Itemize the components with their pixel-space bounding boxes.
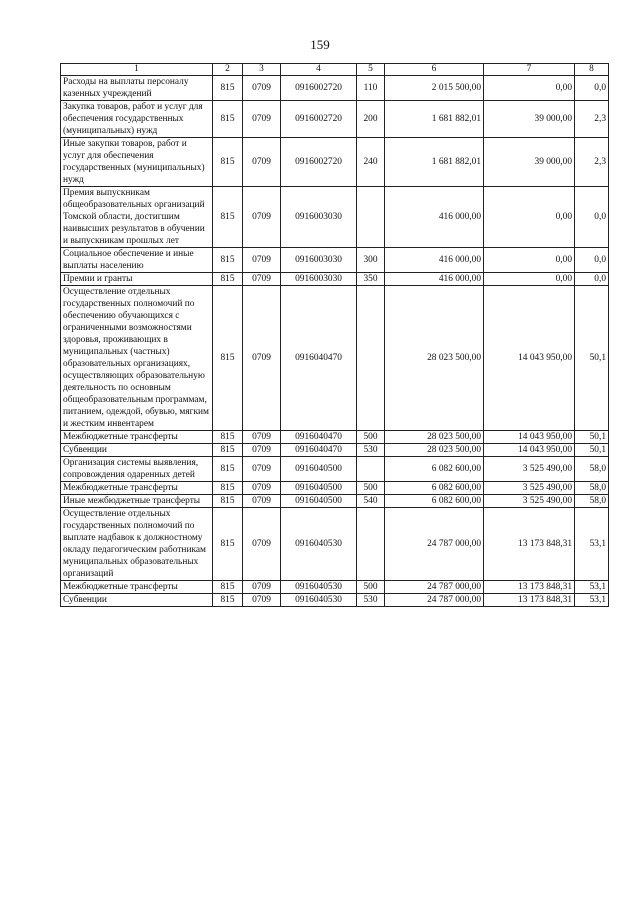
grbs-cell: 815 bbox=[213, 138, 243, 187]
actual-amount-cell: 3 525 490,00 bbox=[484, 495, 575, 508]
header-cell: 5 bbox=[357, 64, 385, 76]
grbs-cell: 815 bbox=[213, 495, 243, 508]
plan-amount-cell: 416 000,00 bbox=[385, 248, 484, 273]
expense-type-cell: 300 bbox=[357, 248, 385, 273]
header-cell: 8 bbox=[575, 64, 609, 76]
table-row bbox=[61, 495, 609, 508]
percent-cell: 58,0 bbox=[575, 495, 609, 508]
actual-amount-cell: 13 173 848,31 bbox=[484, 581, 575, 594]
table-row bbox=[61, 594, 609, 607]
target-item-cell: 0916002720 bbox=[281, 76, 357, 101]
row-name-cell: Межбюджетные трансферты bbox=[61, 431, 213, 444]
target-item-cell: 0916040500 bbox=[281, 495, 357, 508]
target-item-cell: 0916003030 bbox=[281, 273, 357, 286]
section-cell: 0709 bbox=[243, 248, 281, 273]
expense-type-cell: 530 bbox=[357, 594, 385, 607]
table-row bbox=[61, 457, 609, 482]
actual-amount-cell: 14 043 950,00 bbox=[484, 431, 575, 444]
percent-cell: 2,3 bbox=[575, 138, 609, 187]
expense-type-cell: 500 bbox=[357, 431, 385, 444]
plan-amount-cell: 416 000,00 bbox=[385, 187, 484, 248]
percent-cell: 58,0 bbox=[575, 482, 609, 495]
plan-amount-cell: 1 681 882,01 bbox=[385, 138, 484, 187]
section-cell: 0709 bbox=[243, 286, 281, 431]
expense-type-cell: 540 bbox=[357, 495, 385, 508]
target-item-cell: 0916003030 bbox=[281, 187, 357, 248]
target-item-cell: 0916040530 bbox=[281, 508, 357, 581]
section-cell: 0709 bbox=[243, 508, 281, 581]
plan-amount-cell: 416 000,00 bbox=[385, 273, 484, 286]
plan-amount-cell: 28 023 500,00 bbox=[385, 286, 484, 431]
table-row bbox=[61, 273, 609, 286]
plan-amount-cell: 24 787 000,00 bbox=[385, 594, 484, 607]
percent-cell: 50,1 bbox=[575, 444, 609, 457]
plan-amount-cell: 28 023 500,00 bbox=[385, 444, 484, 457]
grbs-cell: 815 bbox=[213, 594, 243, 607]
row-name-cell: Иные закупки товаров, работ и услуг для обеспечения государственных (муниципальных) нужд bbox=[61, 138, 213, 187]
actual-amount-cell: 3 525 490,00 bbox=[484, 482, 575, 495]
row-name-cell: Премия выпускникам общеобразовательных организаций Томской области, достигшим наивысших результатов в обучении и выпускникам прошлых лет bbox=[61, 187, 213, 248]
percent-cell: 50,1 bbox=[575, 286, 609, 431]
table-row bbox=[61, 482, 609, 495]
percent-cell: 0,0 bbox=[575, 76, 609, 101]
target-item-cell: 0916040530 bbox=[281, 581, 357, 594]
row-name-cell: Субвенции bbox=[61, 444, 213, 457]
plan-amount-cell: 6 082 600,00 bbox=[385, 495, 484, 508]
page-number: 159 bbox=[310, 37, 330, 52]
table-row bbox=[61, 286, 609, 431]
plan-amount-cell: 24 787 000,00 bbox=[385, 581, 484, 594]
percent-cell: 53,1 bbox=[575, 581, 609, 594]
expense-type-cell: 500 bbox=[357, 482, 385, 495]
table-row bbox=[61, 431, 609, 444]
header-cell: 2 bbox=[213, 64, 243, 76]
grbs-cell: 815 bbox=[213, 286, 243, 431]
section-cell: 0709 bbox=[243, 138, 281, 187]
target-item-cell: 0916040530 bbox=[281, 594, 357, 607]
section-cell: 0709 bbox=[243, 495, 281, 508]
percent-cell: 0,0 bbox=[575, 273, 609, 286]
plan-amount-cell: 1 681 882,01 bbox=[385, 101, 484, 138]
actual-amount-cell: 39 000,00 bbox=[484, 101, 575, 138]
actual-amount-cell: 13 173 848,31 bbox=[484, 508, 575, 581]
expense-type-cell: 200 bbox=[357, 101, 385, 138]
table-row bbox=[61, 76, 609, 101]
expense-type-cell: 500 bbox=[357, 581, 385, 594]
expense-type-cell: 530 bbox=[357, 444, 385, 457]
grbs-cell: 815 bbox=[213, 444, 243, 457]
table-row bbox=[61, 508, 609, 581]
expense-type-cell: 240 bbox=[357, 138, 385, 187]
target-item-cell: 0916040500 bbox=[281, 457, 357, 482]
grbs-cell: 815 bbox=[213, 581, 243, 594]
grbs-cell: 815 bbox=[213, 187, 243, 248]
grbs-cell: 815 bbox=[213, 76, 243, 101]
expense-type-cell bbox=[357, 286, 385, 431]
row-name-cell: Осуществление отдельных государственных полномочий по обеспечению обучающихся с ограниченными возможностями здоровья, проживающих в муниципальных (частных) образовательных организациях, осуществляющих образовательную деятельность по основным общеобразовательным программам, питанием, одеждой, обувью, мягким и жестким инвентарем bbox=[61, 286, 213, 431]
row-name-cell: Премии и гранты bbox=[61, 273, 213, 286]
percent-cell: 0,0 bbox=[575, 248, 609, 273]
section-cell: 0709 bbox=[243, 187, 281, 248]
row-name-cell: Социальное обеспечение и иные выплаты населению bbox=[61, 248, 213, 273]
plan-amount-cell: 6 082 600,00 bbox=[385, 482, 484, 495]
plan-amount-cell: 24 787 000,00 bbox=[385, 508, 484, 581]
percent-cell: 53,1 bbox=[575, 594, 609, 607]
section-cell: 0709 bbox=[243, 482, 281, 495]
row-name-cell: Закупка товаров, работ и услуг для обеспечения государственных (муниципальных) нужд bbox=[61, 101, 213, 138]
header-cell: 6 bbox=[385, 64, 484, 76]
actual-amount-cell: 0,00 bbox=[484, 187, 575, 248]
expense-type-cell bbox=[357, 187, 385, 248]
grbs-cell: 815 bbox=[213, 457, 243, 482]
row-name-cell: Организация системы выявления, сопровождения одаренных детей bbox=[61, 457, 213, 482]
actual-amount-cell: 14 043 950,00 bbox=[484, 286, 575, 431]
grbs-cell: 815 bbox=[213, 482, 243, 495]
table-row bbox=[61, 581, 609, 594]
grbs-cell: 815 bbox=[213, 508, 243, 581]
section-cell: 0709 bbox=[243, 444, 281, 457]
expense-type-cell: 350 bbox=[357, 273, 385, 286]
row-name-cell: Межбюджетные трансферты bbox=[61, 581, 213, 594]
section-cell: 0709 bbox=[243, 431, 281, 444]
actual-amount-cell: 3 525 490,00 bbox=[484, 457, 575, 482]
table-row bbox=[61, 138, 609, 187]
expense-type-cell: 110 bbox=[357, 76, 385, 101]
section-cell: 0709 bbox=[243, 581, 281, 594]
header-cell: 7 bbox=[484, 64, 575, 76]
actual-amount-cell: 0,00 bbox=[484, 273, 575, 286]
section-cell: 0709 bbox=[243, 273, 281, 286]
target-item-cell: 0916002720 bbox=[281, 138, 357, 187]
target-item-cell: 0916002720 bbox=[281, 101, 357, 138]
section-cell: 0709 bbox=[243, 101, 281, 138]
grbs-cell: 815 bbox=[213, 248, 243, 273]
actual-amount-cell: 39 000,00 bbox=[484, 138, 575, 187]
row-name-cell: Иные межбюджетные трансферты bbox=[61, 495, 213, 508]
header-row bbox=[61, 64, 609, 76]
target-item-cell: 0916040470 bbox=[281, 286, 357, 431]
section-cell: 0709 bbox=[243, 457, 281, 482]
expense-type-cell bbox=[357, 508, 385, 581]
table-row bbox=[61, 101, 609, 138]
actual-amount-cell: 14 043 950,00 bbox=[484, 444, 575, 457]
percent-cell: 0,0 bbox=[575, 187, 609, 248]
row-name-cell: Осуществление отдельных государственных полномочий по выплате надбавок к должностному окладу педагогическим работникам муниципальных образовательных организаций bbox=[61, 508, 213, 581]
actual-amount-cell: 0,00 bbox=[484, 76, 575, 101]
budget-table bbox=[60, 63, 609, 607]
plan-amount-cell: 2 015 500,00 bbox=[385, 76, 484, 101]
grbs-cell: 815 bbox=[213, 101, 243, 138]
section-cell: 0709 bbox=[243, 594, 281, 607]
plan-amount-cell: 6 082 600,00 bbox=[385, 457, 484, 482]
target-item-cell: 0916040500 bbox=[281, 482, 357, 495]
section-cell: 0709 bbox=[243, 76, 281, 101]
row-name-cell: Межбюджетные трансферты bbox=[61, 482, 213, 495]
target-item-cell: 0916003030 bbox=[281, 248, 357, 273]
percent-cell: 2,3 bbox=[575, 101, 609, 138]
target-item-cell: 0916040470 bbox=[281, 431, 357, 444]
row-name-cell: Расходы на выплаты персоналу казенных учреждений bbox=[61, 76, 213, 101]
percent-cell: 50,1 bbox=[575, 431, 609, 444]
table-row bbox=[61, 248, 609, 273]
plan-amount-cell: 28 023 500,00 bbox=[385, 431, 484, 444]
actual-amount-cell: 0,00 bbox=[484, 248, 575, 273]
target-item-cell: 0916040470 bbox=[281, 444, 357, 457]
percent-cell: 53,1 bbox=[575, 508, 609, 581]
header-cell: 4 bbox=[281, 64, 357, 76]
percent-cell: 58,0 bbox=[575, 457, 609, 482]
grbs-cell: 815 bbox=[213, 273, 243, 286]
table-row bbox=[61, 187, 609, 248]
row-name-cell: Субвенции bbox=[61, 594, 213, 607]
grbs-cell: 815 bbox=[213, 431, 243, 444]
expense-type-cell bbox=[357, 457, 385, 482]
actual-amount-cell: 13 173 848,31 bbox=[484, 594, 575, 607]
header-cell: 3 bbox=[243, 64, 281, 76]
table-row bbox=[61, 444, 609, 457]
header-cell: 1 bbox=[61, 64, 213, 76]
